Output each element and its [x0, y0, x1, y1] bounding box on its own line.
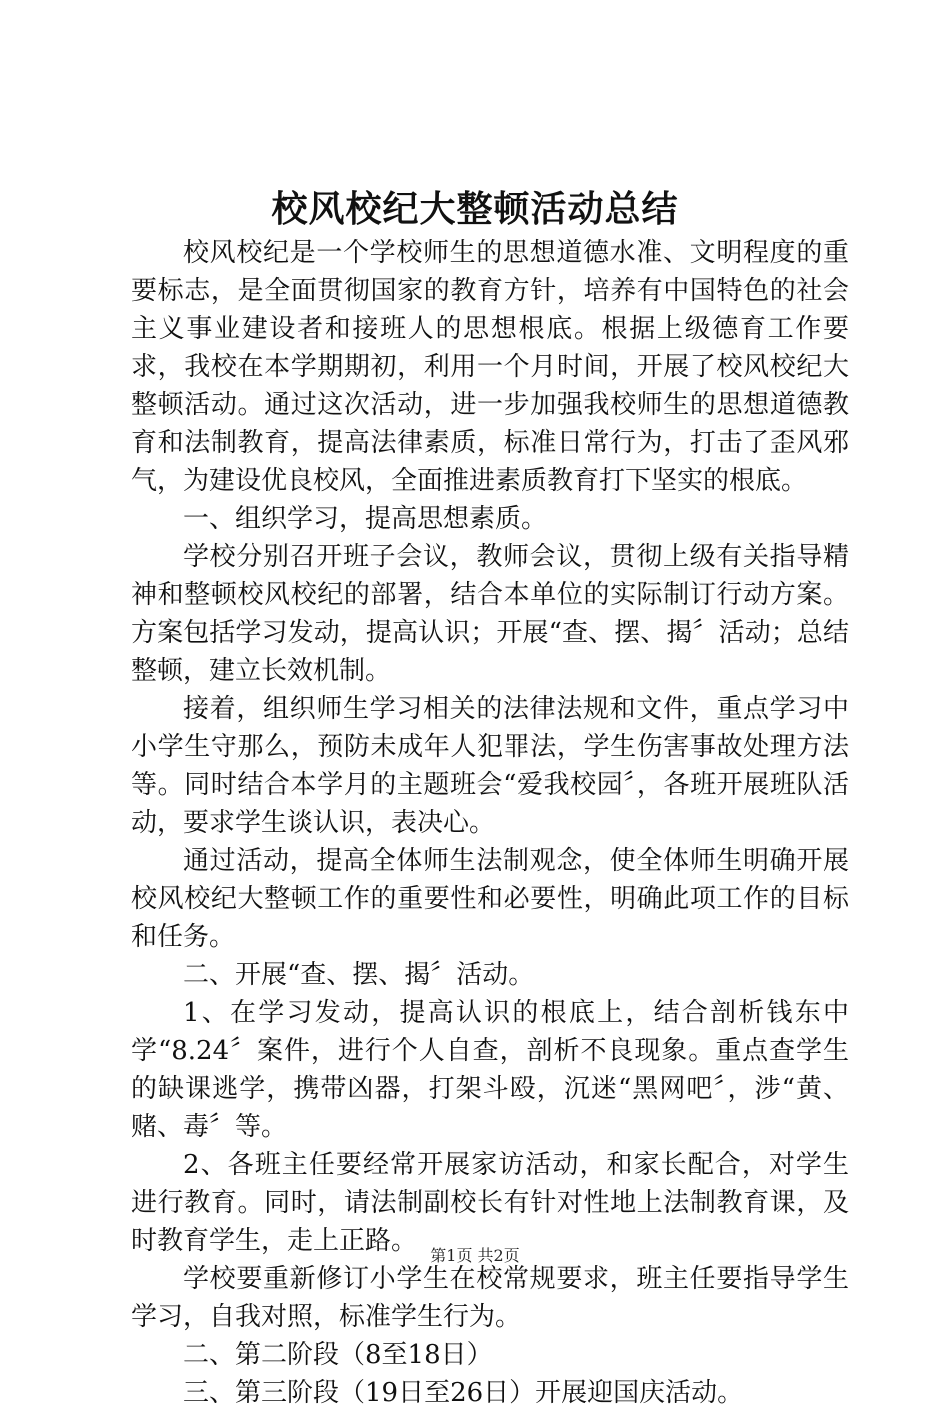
paragraph-law-study: 接着，组织师生学习相关的法律法规和文件，重点学习中小学生守那么，预防未成年人犯罪法，学生伤害事故处理方法等。同时结合本学月的主题班会“爱我校园〞，各班开展班队活动，要求学生谈认识，表决心。	[131, 694, 849, 838]
paragraph-item-1: 1、在学习发动，提高认识的根底上，结合剖析钱东中学“8.24〞案件，进行个人自查，剖析不良现象。重点查学生的缺课逃学，携带凶器，打架斗殴，沉迷“黑网吧〞，涉“黄、赌、毒〞等。	[131, 998, 849, 1142]
section-heading-check-activity: 二、开展“查、摆、揭〞活动。	[183, 960, 535, 990]
paragraph-item-2: 2、各班主任要经常开展家访活动，和家长配合，对学生进行教育。同时，请法制副校长有针对性地上法制教育课，及时教育学生，走上正路。	[131, 1150, 849, 1256]
intro-paragraph: 校风校纪是一个学校师生的思想道德水准、文明程度的重要标志，是全面贯彻国家的教育方针，培养有中国特色的社会主义事业建设者和接班人的思想根底。根据上级德育工作要求，我校在本学期期初，利用一个月时间，开展了校风校纪大整顿活动。通过这次活动，进一步加强我校师生的思想道德教育和法制教育，提高法律素质，标准日常行为，打击了歪风邪气，为建设优良校风，全面推进素质教育打下坚实的根底。	[131, 238, 849, 496]
page-title: 校风校纪大整顿活动总结	[271, 188, 679, 230]
section-heading-stage-2: 二、第二阶段（8至18日）	[183, 1340, 493, 1370]
paragraph-school-rules: 学校要重新修订小学生在校常规要求，班主任要指导学生学习，自我对照，标准学生行为。	[131, 1264, 849, 1332]
document-body	[131, 234, 849, 1412]
paragraph-meetings: 学校分别召开班子会议，教师会议，贯彻上级有关指导精神和整顿校风校纪的部署，结合本单位的实际制订行动方案。方案包括学习发动，提高认识；开展“查、摆、揭〞活动；总结整顿，建立长效机制。	[131, 542, 849, 686]
page-indicator: 第1页 共2页	[430, 1246, 520, 1265]
section-heading-stage-3: 三、第三阶段（19日至26日）开展迎国庆活动。	[183, 1378, 744, 1408]
paragraph-activity-results: 通过活动，提高全体师生法制观念，使全体师生明确开展校风校纪大整顿工作的重要性和必要性，明确此项工作的目标和任务。	[131, 846, 849, 952]
section-heading-organize-study: 一、组织学习，提高思想素质。	[183, 504, 548, 534]
